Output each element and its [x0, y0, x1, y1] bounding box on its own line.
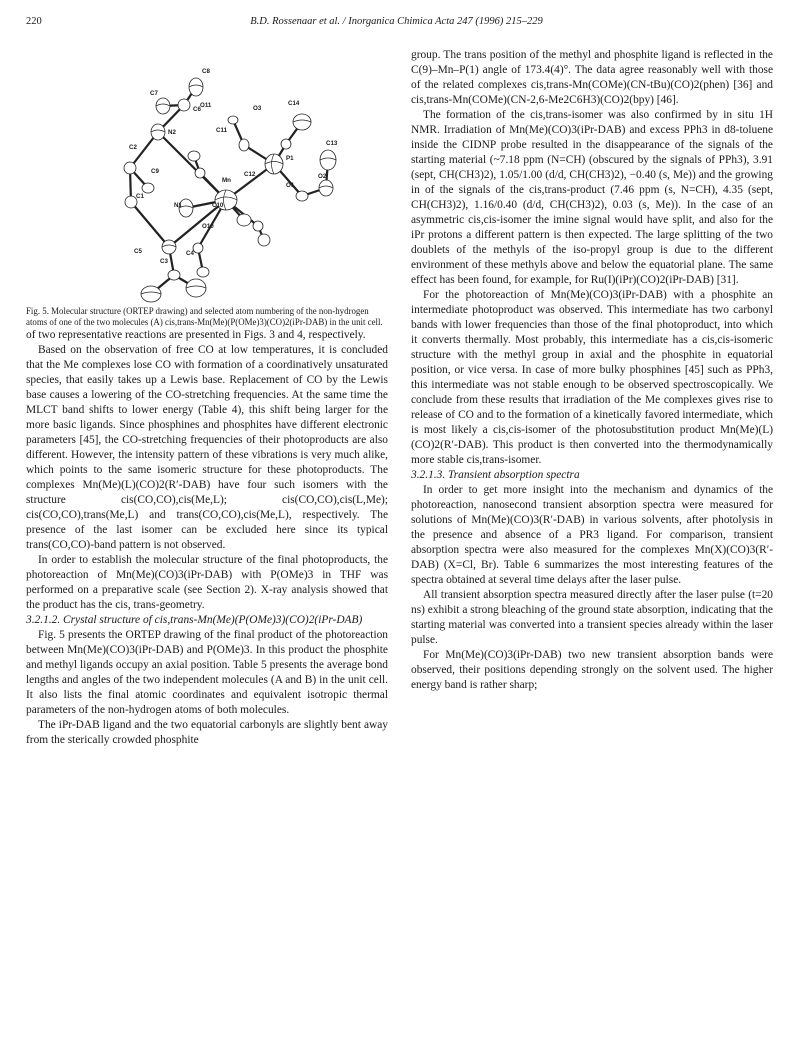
- atom-label: C10: [212, 202, 224, 209]
- atom-label: O10: [202, 223, 214, 230]
- atom-label: O3: [253, 105, 262, 112]
- atom-label: C12: [244, 171, 256, 178]
- running-head: B.D. Rossenaar et al. / Inorganica Chimica Acta 247 (1996) 215–229: [250, 16, 543, 27]
- right-column: [411, 48, 773, 693]
- paragraph: Fig. 5 presents the ORTEP drawing of the final product of the photoreaction between Mn(Me)(CO)3(iPr-DAB) and P(OMe)3. In this product the phosphite and methyl ligands occupy an axial position. Table 5 presents the average bond lengths and angles of the two independent molecules (A and B) in the unit cell. It also lists the final atomic coordinates and equivalent isotropic thermal parameters of the non-hydrogen atoms of both molecules.: [26, 629, 388, 716]
- paragraph: Based on the observation of free CO at low temperatures, it is concluded that the Me complexes lose CO with formation of a coordinatively unsaturated species, that easily takes up a Lewis base. Replacement of CO by the Lewis base causes a lowering of the CO-stretching frequencies. At the same time the MLCT band shifts to lower energy (Table 4), this shift being larger for the more basic ligands. Since phosphines and phosphites have different electronic parameters [45], the CO-stretching frequencies of their photoproducts are also different. However, the intensity pattern of these vibrations is very much alike, which points to the same isomeric structure for these photoproducts. The complexes Mn(Me)(L)(CO)2(R′-DAB) have four such isomers with the structure cis(CO,CO),cis(Me,L); cis(CO,CO),cis(L,Me); cis(CO,CO),trans(Me,L) and trans(CO,CO),cis(Me,L), respectively. The presence of the last isomer can be excluded here since its typical trans(CO,CO)-band pattern is not observed.: [26, 344, 388, 551]
- paragraph: The formation of the cis,trans-isomer was also confirmed by in situ 1H NMR. Irradiation of Mn(Me)(CO)3(iPr-DAB) and excess PPh3 in d8-toluene inside the CIDNP probe resulted in the disappearance of the signals of the starting material (~7.18 ppm (N=CH) (obscured by the signals of PPh3), 3.91 (sept, CH(CH3)2), 1.05/1.00 (d/d, CH(CH3)2), −0.40 (s, Me)) and the growing in of the signals of the cis,trans-product (7.46 ppm (s, N=CH), 4.35 (sept, CH(CH3)2), 1.16/0.40 (d/d, CH(CH3)2), 0.03 (s, Me)). In the case of an asymmetric cis,cis-isomer the imine signal would have split, and also for the iPr protons a different pattern is then expected. The large splitting of the two doublets of the methyls of the iso-propyl group is due to the different environment of these methyls above and below the equatorial plane. The same effect has been found, for example, for Ru(I)(iPr)(CO)2(iPr-DAB) [31].: [411, 109, 773, 286]
- atom-label: C5: [134, 248, 142, 255]
- paragraph: For the photoreaction of Mn(Me)(CO)3(iPr-DAB) with a phosphite an intermediate photoproduct was observed. This intermediate has two carbonyl bands with lower frequencies than those of the final photoproduct, into which it converts thermally. Most probably, this intermediate has a cis,cis-isomeric structure with the methyl group in axial and the phosphite in equatorial position, or vice versa. In case of more bulky phosphines [45] such as PPh3, this intermediate was not stable enough to be observed spectroscopically. We conclude from these results that irradiation of the Me complexes gives rise to release of CO and to the formation of a kinetically favored intermediate, which is most likely a cis,cis-isomer of the photosubstitution product Mn(Me)(L)(CO)2(R′-DAB). This product is then converted into the thermodynamically more stable cis,trans-isomer.: [411, 289, 773, 466]
- ortep-drawing: [26, 48, 388, 306]
- atom-label: C6: [193, 106, 201, 113]
- atom-label: C9: [151, 168, 159, 175]
- atom-label: C13: [326, 140, 338, 147]
- atom-label: C11: [216, 127, 228, 134]
- atom-label: C14: [288, 100, 300, 107]
- atom-label: N1: [174, 202, 182, 209]
- atom-label: N2: [168, 129, 176, 136]
- atom-label: C8: [202, 68, 210, 75]
- atom-label: O1: [286, 182, 295, 189]
- atom-label: C4: [186, 250, 194, 257]
- page-number: 220: [26, 16, 42, 27]
- section-heading: 3.2.1.2. Crystal structure of cis,trans-Mn(Me)(P(OMe)3)(CO)2(iPr-DAB): [26, 614, 363, 626]
- atom-label: O11: [200, 102, 212, 109]
- atom-label: C1: [136, 193, 144, 200]
- paragraph: In order to establish the molecular structure of the final photoproducts, the photoreaction of Mn(Me)(CO)3(iPr-DAB) with P(OMe)3 in THF was performed on a preparative scale (see Section 2). X-ray analysis showed that the product has the cis, trans-geometry.: [26, 554, 388, 611]
- paragraph: group. The trans position of the methyl and phosphite ligand is reflected in the C(9)–Mn–P(1) angle of 173.4(4)°. The data agree reasonably well with those of the related complexes cis,trans-Mn(COMe)(CN-tBu)(CO)2(phen) [36] and cis,trans-Mn(COMe)(CN-2,6-Me2C6H3)(CO)2(bpy) [46].: [411, 49, 773, 106]
- ortep-figure: [26, 48, 388, 306]
- atom-label: C2: [129, 144, 137, 151]
- paragraph: All transient absorption spectra measured directly after the laser pulse (t=20 ns) exhibit a strong bleaching of the ground state absorption, indicating that the starting material was converted into a transient species already within the laser pulse.: [411, 589, 773, 646]
- figure-caption: Fig. 5. Molecular structure (ORTEP drawing) and selected atom numbering of the non-hydrogen atoms of one of the two molecules (A) cis,trans-Mn(Me)(P(OMe)3)(CO)2(iPr-DAB) in the unit cell.: [26, 306, 383, 327]
- left-column: [26, 48, 388, 748]
- paragraph: The iPr-DAB ligand and the two equatorial carbonyls are slightly bent away from the sterically crowded phosphite: [26, 719, 388, 746]
- paragraph: of two representative reactions are presented in Figs. 3 and 4, respectively.: [26, 329, 366, 341]
- atom-label: O2: [318, 173, 327, 180]
- page-header: [26, 16, 767, 32]
- paragraph: In order to get more insight into the mechanism and dynamics of the photoreaction, nanosecond transient absorption spectra were measured for solutions of Mn(Me)(CO)3(R′-DAB) in various solvents, after photolysis in the presence and absence of a PR3 ligand. For comparison, transient absorption spectra were also measured for the complexes Mn(X)(CO)3(R′-DAB) (X=Cl, Br). Table 6 summarizes the most interesting features of the spectra obtained at several time delays after the laser pulse.: [411, 484, 773, 586]
- atom-label: P1: [286, 155, 294, 162]
- atom-label: C3: [160, 258, 168, 265]
- atom-label: Mn: [222, 177, 231, 184]
- paragraph: For Mn(Me)(CO)3(iPr-DAB) two new transient absorption bands were observed, their positions depending strongly on the solvent used. The higher energy band is rather sharp;: [411, 649, 773, 691]
- section-heading: 3.2.1.3. Transient absorption spectra: [411, 469, 580, 481]
- atom-label: C7: [150, 90, 158, 97]
